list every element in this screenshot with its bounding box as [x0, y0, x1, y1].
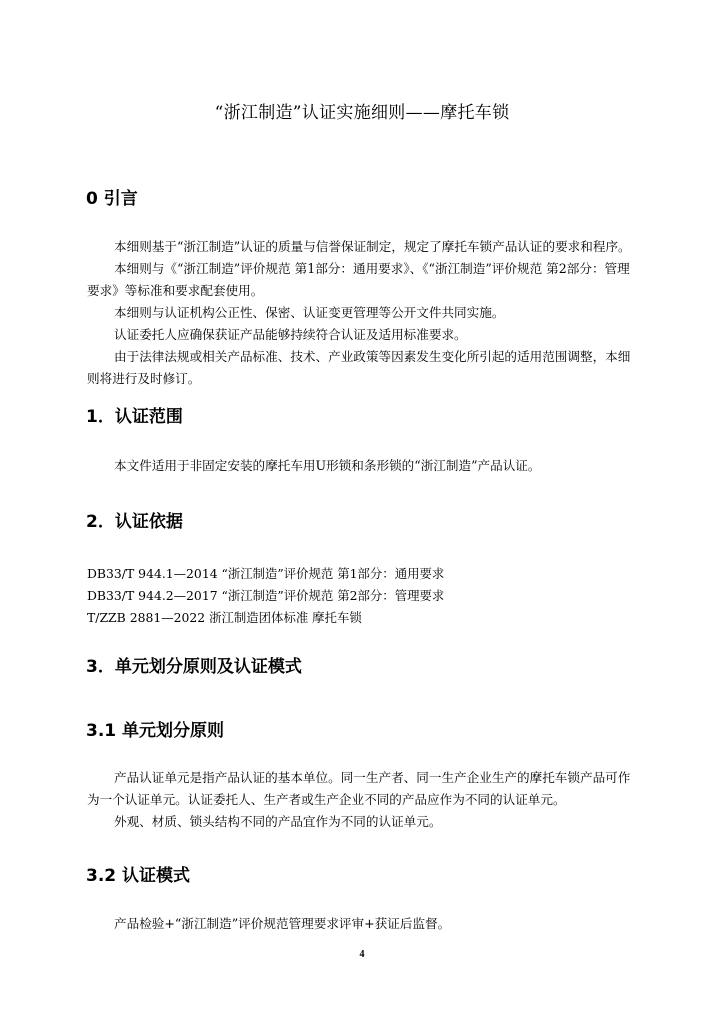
basis-list: [87, 563, 647, 629]
paragraph: 产品检验+“浙江制造”评价规范管理要求评审+获证后监督。: [114, 916, 451, 931]
section-heading-units-mode: 3．单元划分原则及认证模式: [86, 657, 302, 677]
paragraph: 认证委托人应确保获证产品能够持续符合认证及适用标准要求。: [114, 327, 467, 342]
section-heading-intro: 0 引言: [86, 189, 138, 209]
section-heading-mode: 3.2 认证模式: [86, 866, 191, 886]
section-heading-basis: 2．认证依据: [86, 512, 183, 532]
paragraph: 本细则与《“浙江制造”评价规范 第1部分：通用要求》、《“浙江制造”评价规范 第2部分：管理要求》等标准和要求配套使用。: [87, 261, 630, 298]
standard-reference: DB33/T 944.1—2014 “浙江制造”评价规范 第1部分：通用要求: [87, 566, 445, 581]
unit-principle-body: [87, 767, 639, 833]
paragraph: 外观、材质、锁头结构不同的产品宜作为不同的认证单元。: [114, 814, 442, 829]
page-number: 4: [359, 949, 365, 960]
document-title: “浙江制造”认证实施细则——摩托车锁: [214, 103, 510, 123]
paragraph: 由于法律法规或相关产品标准、技术、产业政策等因素发生变化所引起的适用范围调整，本细则将进行及时修订。: [87, 349, 631, 386]
scope-body: [87, 455, 639, 477]
standard-reference: T/ZZB 2881—2022 浙江制造团体标准 摩托车锁: [87, 610, 362, 625]
intro-body: [87, 236, 639, 390]
paragraph: 本文件适用于非固定安装的摩托车用U形锁和条形锁的“浙江制造”产品认证。: [114, 458, 541, 473]
paragraph: 本细则与认证机构公正性、保密、认证变更管理等公开文件共同实施。: [114, 305, 505, 320]
paragraph: 本细则基于“浙江制造”认证的质量与信誉保证制定，规定了摩托车锁产品认证的要求和程序。: [114, 239, 631, 254]
mode-body: [87, 913, 639, 935]
section-heading-unit-principle: 3.1 单元划分原则: [86, 721, 225, 741]
paragraph: 产品认证单元是指产品认证的基本单位。同一生产者、同一生产企业生产的摩托车锁产品可作为一个认证单元。认证委托人、生产者或生产企业不同的产品应作为不同的认证单元。: [87, 770, 631, 807]
section-heading-scope: 1．认证范围: [86, 407, 183, 427]
standard-reference: DB33/T 944.2—2017 “浙江制造”评价规范 第2部分：管理要求: [87, 588, 445, 603]
